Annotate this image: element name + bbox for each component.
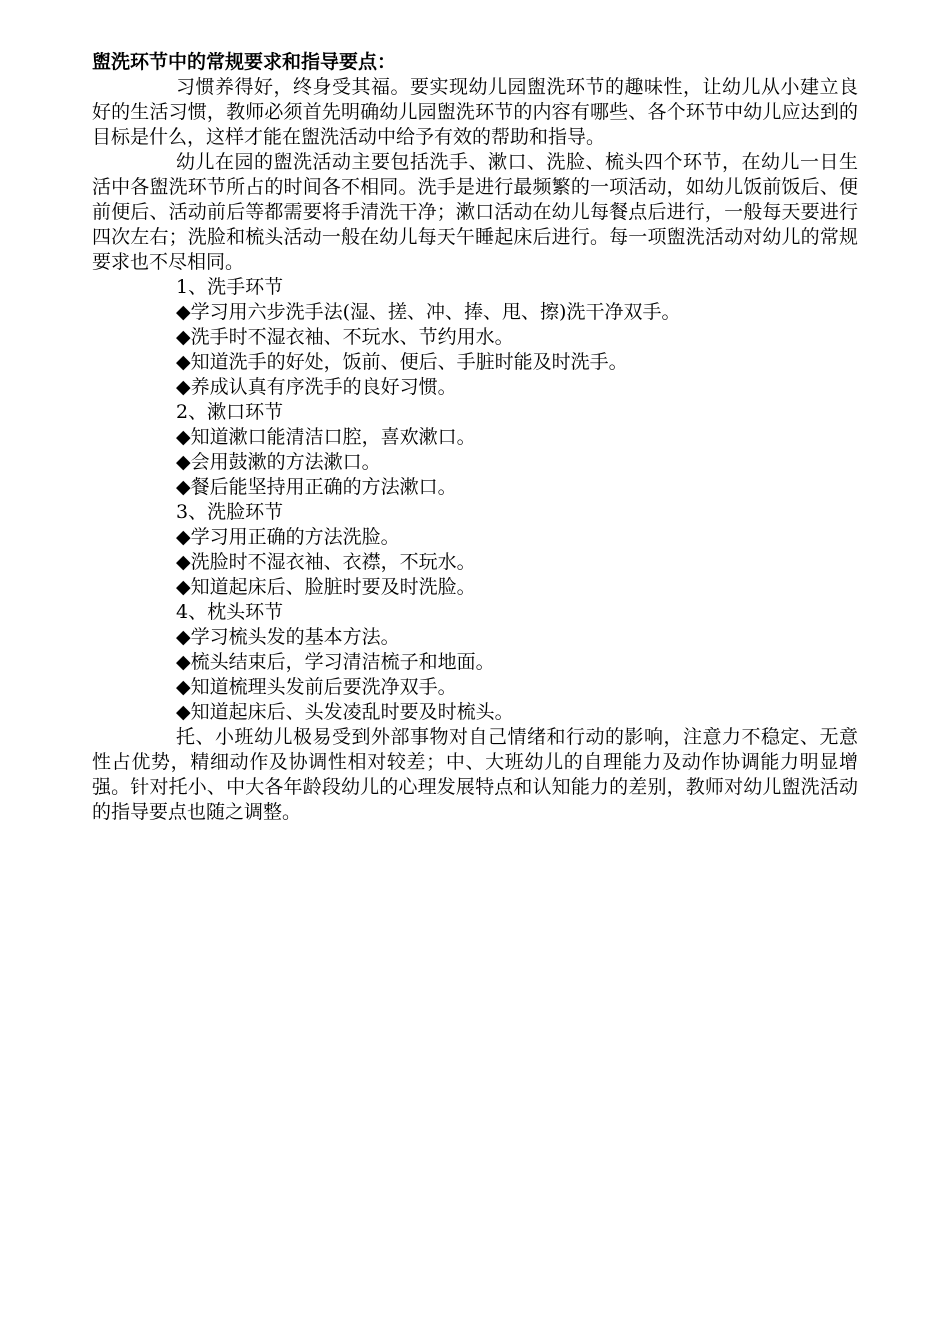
list-item: ◆学习用六步洗手法(湿、搓、冲、捧、甩、擦)洗干净双手。 [176,301,681,323]
section-mouth-rinsing [92,400,858,500]
intro-paragraph-2: 幼儿在园的盥洗活动主要包括洗手、漱口、洗脸、梳头四个环节，在幼儿一日生活中各盥洗环节所占的时间各不相同。洗手是进行最频繁的一项活动，如幼儿饭前饭后、便前便后、活动前后等都需要将手清洗干净；漱口活动在幼儿每餐点后进行，一般每天要进行四次左右；洗脸和梳头活动一般在幼儿每天午睡起床后进行。每一项盥洗活动对幼儿的常规要求也不尽相同。 [92,151,858,273]
list-item: ◆知道梳理头发前后要洗净双手。 [176,676,457,698]
list-item: ◆洗脸时不湿衣袖、衣襟，不玩水。 [176,551,476,573]
list-item: ◆学习梳头发的基本方法。 [176,626,400,648]
section-face-washing [92,500,858,600]
intro-paragraph-1: 习惯养得好，终身受其福。要实现幼儿园盥洗环节的趣味性，让幼儿从小建立良好的生活习惯，教师必须首先明确幼儿园盥洗环节的内容有哪些、各个环节中幼儿应达到的目标是什么，这样才能在盥洗活动中给予有效的帮助和指导。 [92,76,858,148]
document-page [92,50,858,825]
list-item: ◆梳头结束后，学习清洁梳子和地面。 [176,651,495,673]
list-item: ◆洗手时不湿衣袖、不玩水、节约用水。 [176,326,514,348]
list-item: ◆会用鼓漱的方法漱口。 [176,451,381,473]
list-item: ◆知道起床后、头发凌乱时要及时梳头。 [176,701,514,723]
list-item: ◆知道起床后、脸脏时要及时洗脸。 [176,576,476,598]
list-item: ◆知道洗手的好处，饭前、便后、手脏时能及时洗手。 [176,351,628,373]
document-title: 盥洗环节中的常规要求和指导要点： [92,51,397,73]
section-handwashing [92,275,858,400]
section-heading: 3、洗脸环节 [176,501,284,523]
closing-paragraph: 托、小班幼儿极易受到外部事物对自己情绪和行动的影响，注意力不稳定、无意性占优势，精细动作及协调性相对较差；中、大班幼儿的自理能力及动作协调能力明显增强。针对托小、中大各年龄段幼儿的心理发展特点和认知能力的差别，教师对幼儿盥洗活动的指导要点也随之调整。 [92,726,858,823]
list-item: ◆餐后能坚持用正确的方法漱口。 [176,476,457,498]
list-item: ◆学习用正确的方法洗脸。 [176,526,400,548]
section-heading: 2、漱口环节 [176,401,284,423]
list-item: ◆养成认真有序洗手的良好习惯。 [176,376,457,398]
section-heading: 4、枕头环节 [176,601,284,623]
section-heading: 1、洗手环节 [176,276,284,298]
list-item: ◆知道漱口能清洁口腔，喜欢漱口。 [176,426,476,448]
section-hair-combing [92,600,858,725]
